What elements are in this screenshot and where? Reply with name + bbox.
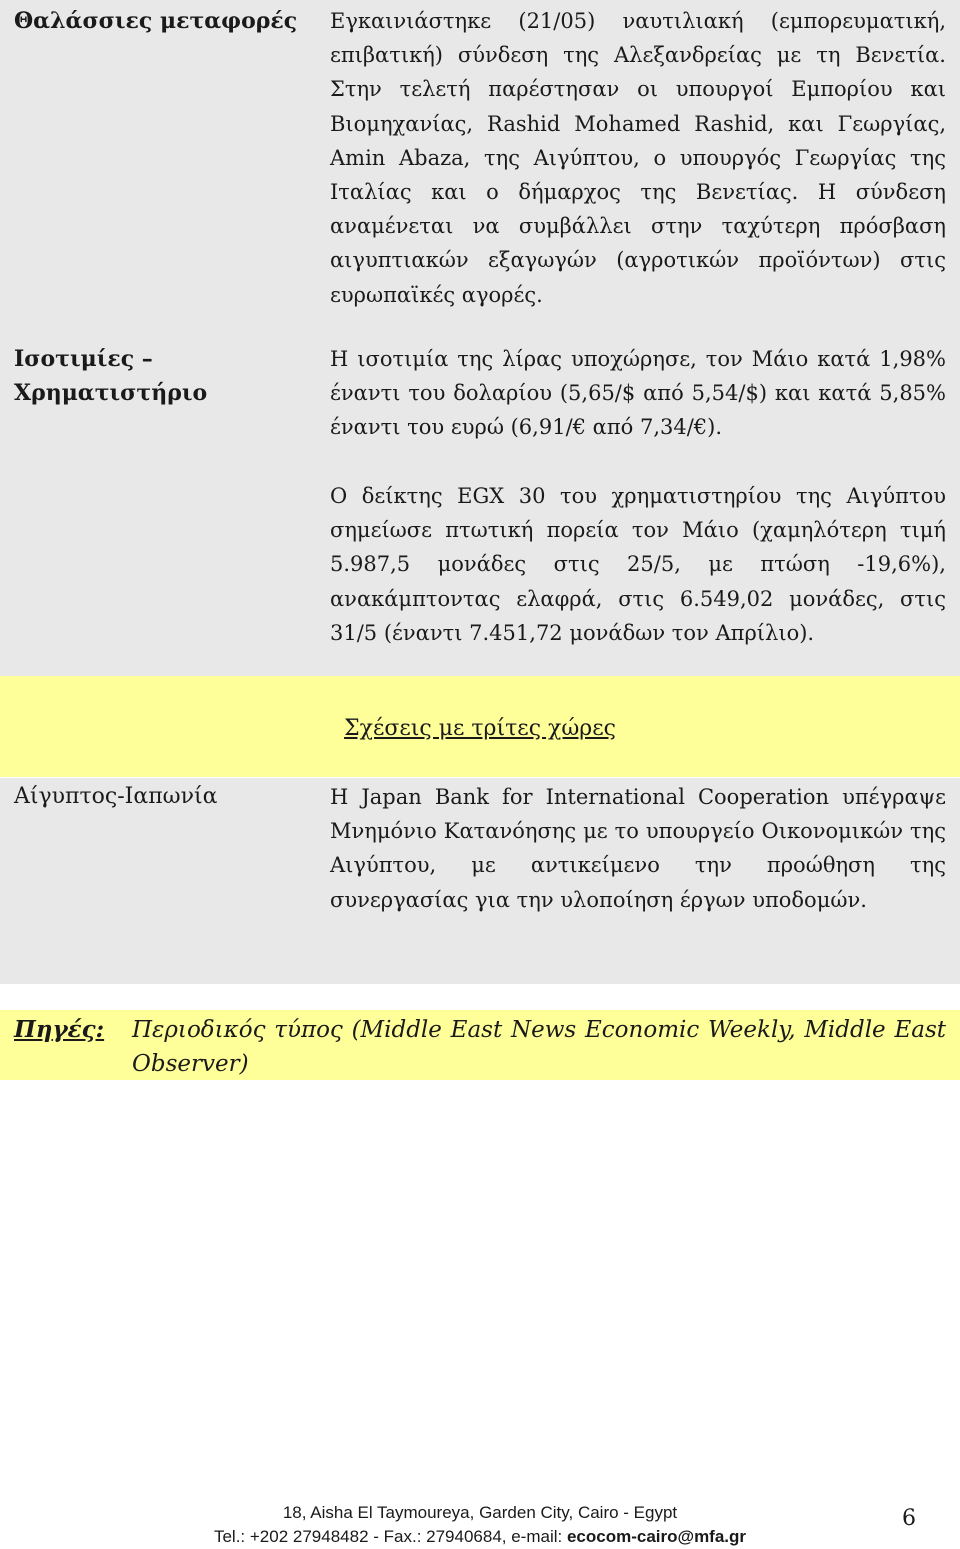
sources-text: Περιοδικός τύπος (Middle East News Economic Weekly, Middle East Observer) xyxy=(132,1017,946,1077)
maritime-paragraph: Εγκαινιάστηκε (21/05) ναυτιλιακή (εμπορευματική, επιβατική) σύνδεση της Αλεξανδρείας με τη Βενετία. Στην τελετή παρέστησαν οι υπουργοί Εμπορίου και Βιομηχανίας, Rashid Mohamed Rashid, και Γεωργίας, Amin Abaza, της Αιγύπτου, ο υπουργός Γεωργίας της Ιταλίας και ο δήμαρχος της Βενετίας. Η σύνδεση αναμένεται να συμβάλλει στην ταχύτερη πρόσβαση αιγυπτιακών εξαγωγών (αγροτικών προϊόντων) στις ευρωπαϊκές αγορές. xyxy=(330,9,946,307)
section-label-exchange-line1: Ισοτιμίες – xyxy=(14,346,153,372)
section-label-maritime: Θαλάσσιες μεταφορές xyxy=(14,8,298,34)
sources-label: Πηγές: xyxy=(14,1016,105,1043)
footer-contact xyxy=(170,1525,790,1549)
third-countries-heading: Σχέσεις με τρίτες χώρες xyxy=(344,716,616,741)
sources-band xyxy=(0,1010,960,1080)
section-label-exchange-line2: Χρηματιστήριο xyxy=(14,380,208,406)
stock-exchange-paragraph: Ο δείκτης EGX 30 του χρηματιστηρίου της Αιγύπτου σημείωσε πτωτική πορεία τον Μάιο (χαμηλότερη τιμή 5.987,5 μονάδες στις 25/5, με πτώση -19,6%), ανακάμπτοντας ελαφρά, στις 6.549,02 μονάδες, στις 31/5 (έναντι 7.451,72 μονάδων τον Απρίλιο). xyxy=(330,484,946,645)
page-footer xyxy=(170,1501,790,1549)
egypt-japan-paragraph: Η Japan Bank for International Cooperation υπέγραψε Μνημόνιο Κατανόησης με το υπουργείο Οικονομικών της Αιγύπτου, με αντικείμενο την προώθηση της συνεργασίας για την υλοποίηση έργων υποδομών. xyxy=(330,785,946,912)
footer-contact-phone-fax: Tel.: +202 27948482 - Fax.: 27940684, e-mail: xyxy=(213,1527,567,1546)
third-countries-section xyxy=(0,778,960,984)
page-number: 6 xyxy=(902,1506,916,1531)
economy-section xyxy=(0,0,960,676)
section-label-egypt-japan: Αίγυπτος-Ιαπωνία xyxy=(14,784,218,809)
exchange-rate-paragraph: Η ισοτιμία της λίρας υποχώρησε, τον Μάιο κατά 1,98% έναντι του δολαρίου (5,65/$ από 5,54/$) και κατά 5,85% έναντι του ευρώ (6,91/€ από 7,34/€). xyxy=(330,347,946,440)
footer-address: 18, Aisha El Taymoureya, Garden City, Cairo - Egypt xyxy=(282,1503,678,1522)
third-countries-header xyxy=(0,676,960,778)
footer-email-link[interactable]: ecocom-cairo@mfa.gr xyxy=(566,1527,747,1546)
